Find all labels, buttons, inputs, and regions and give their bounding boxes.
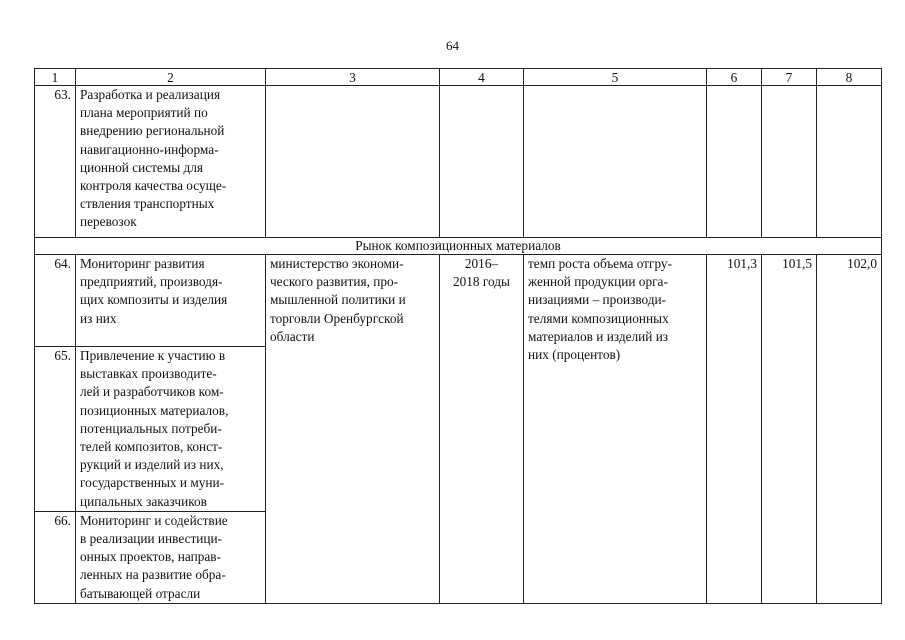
activity-cell: Мониторинг и содействие в реализации инвестици- онных проектов, направ- ленных на развитие обра- батывающей отрасли xyxy=(76,511,266,603)
table-row-64 xyxy=(35,255,882,347)
value-cell-8 xyxy=(817,86,882,238)
activity-cell: Привлечение к участию в выставках производите- лей и разработчиков ком- позиционных материалов, потенциальных потреби- телей композитов, конст- рукций и изделий из них, государственных и муни- ципальных заказчиков xyxy=(76,347,266,512)
section-row xyxy=(35,238,882,255)
activities-table xyxy=(34,68,882,604)
column-number-row xyxy=(35,69,882,86)
col-header-5: 5 xyxy=(524,69,707,86)
value-cell-6 xyxy=(707,86,762,238)
col-header-8: 8 xyxy=(817,69,882,86)
responsible-cell: министерство экономи- ческого развития, про- мышленной политики и торговли Оренбургской области xyxy=(266,255,440,604)
indicator-cell xyxy=(524,86,707,238)
indicator-cell: темп роста объема отгру- женной продукции орга- низациями – производи- телями композиционных материалов и изделий из них (процентов) xyxy=(524,255,707,604)
row-number: 63. xyxy=(35,86,76,238)
activity-cell: Мониторинг развития предприятий, производя- щих композиты и изделия из них xyxy=(76,255,266,347)
page-number: 64 xyxy=(446,38,459,53)
value-cell-7 xyxy=(762,86,817,238)
period-cell xyxy=(440,86,524,238)
section-title: Рынок композиционных материалов xyxy=(35,238,882,255)
col-header-2: 2 xyxy=(76,69,266,86)
value-cell-7: 101,5 xyxy=(762,255,817,604)
col-header-7: 7 xyxy=(762,69,817,86)
col-header-1: 1 xyxy=(35,69,76,86)
responsible-cell xyxy=(266,86,440,238)
table-row-63 xyxy=(35,86,882,238)
activity-cell: Разработка и реализация плана мероприятий по внедрению региональной навигационно-информа- ционной системы для контроля качества осуще- ствления транспортных перевозок xyxy=(76,86,266,238)
col-header-6: 6 xyxy=(707,69,762,86)
row-number: 66. xyxy=(35,511,76,603)
value-cell-6: 101,3 xyxy=(707,255,762,604)
value-cell-8: 102,0 xyxy=(817,255,882,604)
col-header-4: 4 xyxy=(440,69,524,86)
row-number: 65. xyxy=(35,347,76,512)
period-cell: 2016– 2018 годы xyxy=(440,255,524,604)
col-header-3: 3 xyxy=(266,69,440,86)
row-number: 64. xyxy=(35,255,76,347)
